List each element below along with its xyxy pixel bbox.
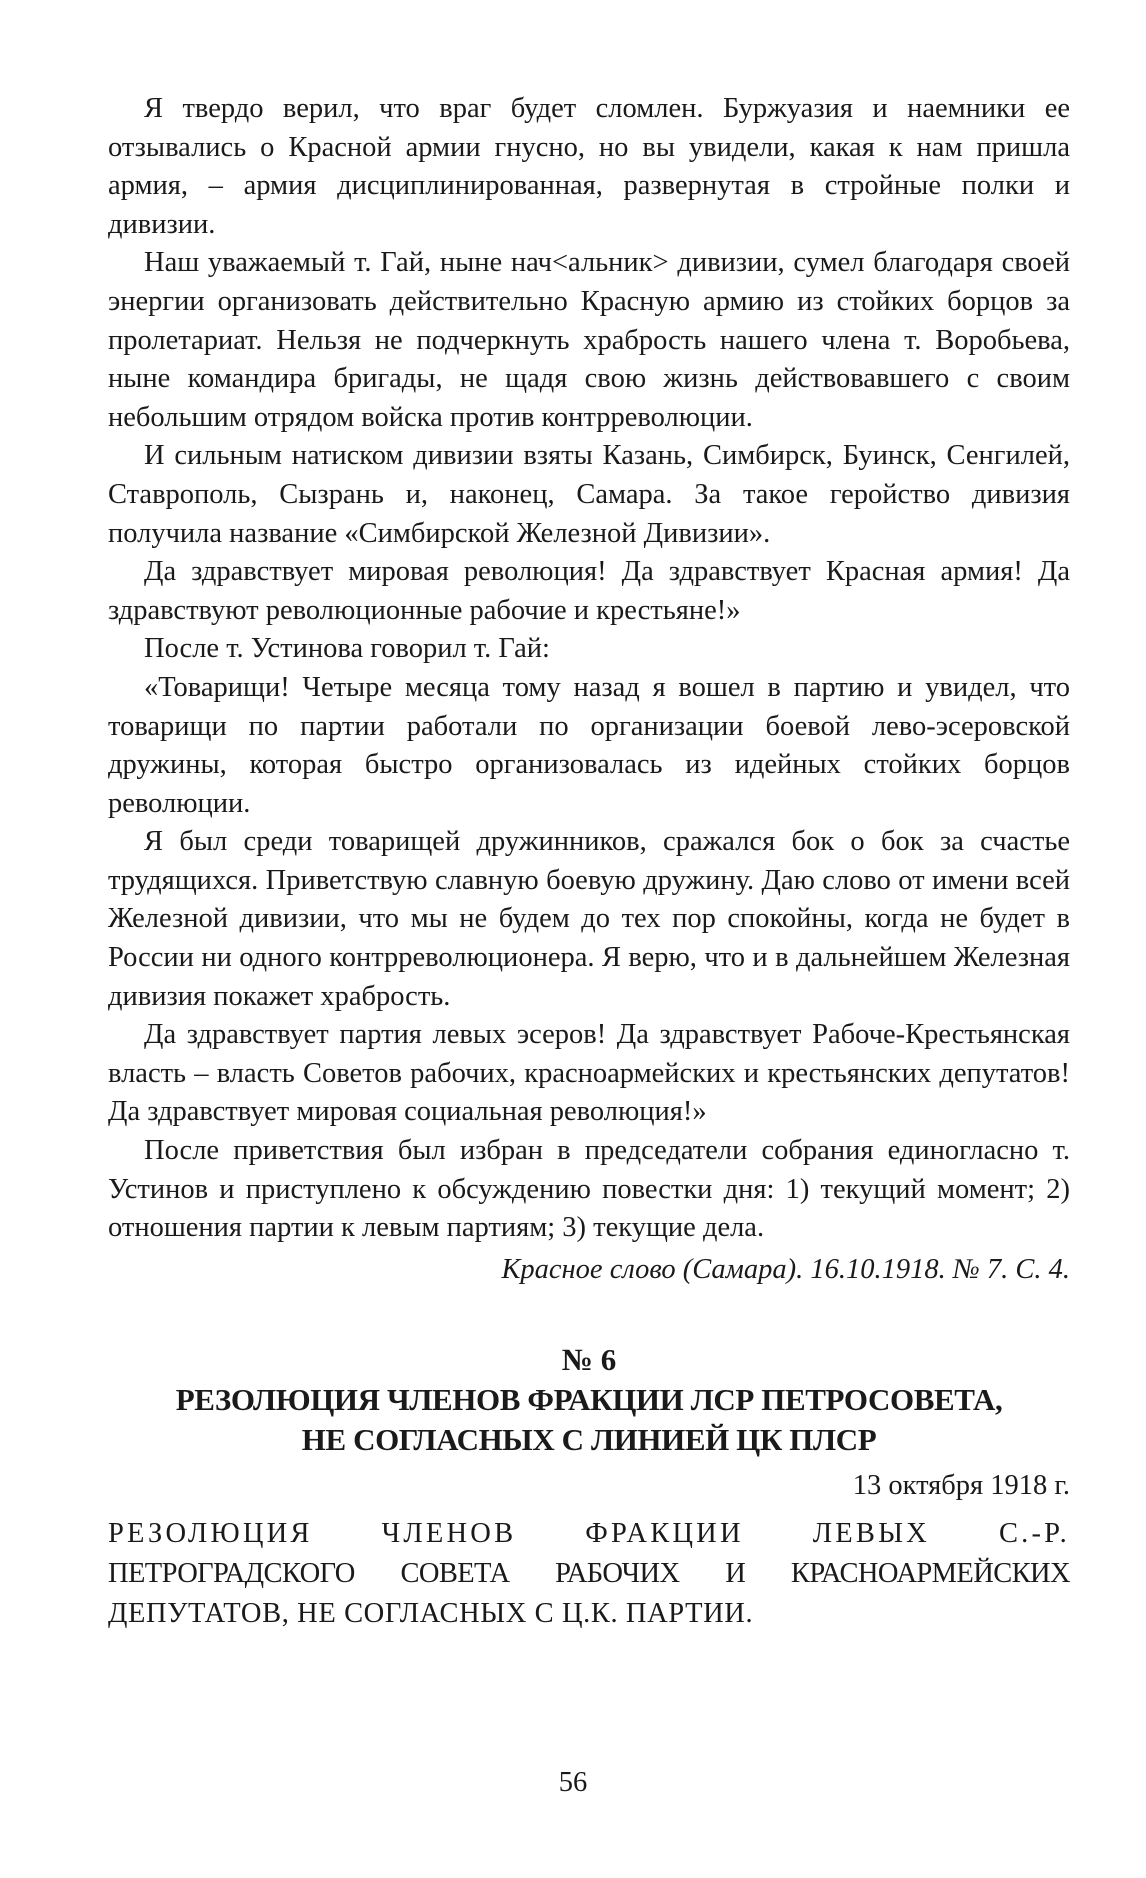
- paragraph-7: Я был среди товарищей дружинников, сражался бок о бок за счастье трудящихся. Приветствую славную боевую дружину. Даю слово от имени всей Железной дивизии, что мы не будем до тех пор спокойны, когда не будет в России ни одного контрреволюционера. Я верю, что и в дальнейшем Железная дивизия покажет храбрость.: [108, 826, 1070, 1012]
- resolution-heading-line-2: ПЕТРОГРАДСКОГО СОВЕТА РАБОЧИХ И КРАСНОАРМЕЙСКИХ: [108, 1557, 1070, 1589]
- document-title-line-2: НЕ СОГЛАСНЫХ С ЛИНИЕЙ ЦК ПЛСР: [301, 1421, 877, 1457]
- resolution-heading-line-3: ДЕПУТАТОВ, НЕ СОГЛАСНЫХ С Ц.К. ПАРТИИ.: [108, 1597, 754, 1629]
- paragraph-1: Я твердо верил, что враг будет сломлен. Буржуазия и наемники ее отзывались о Красной армии гнусно, но вы увидели, какая к нам пришла армия, – армия дисциплинированная, развернутая в стройные полки и дивизии.: [108, 93, 1070, 240]
- document-date: 13 октября 1918 г.: [852, 1469, 1070, 1501]
- page-number: 56: [558, 1767, 588, 1798]
- document-number: № 6: [561, 1341, 617, 1377]
- paragraph-4: Да здравствует мировая революция! Да здравствует Красная армия! Да здравствуют революционные рабочие и крестьяне!»: [108, 556, 1070, 626]
- resolution-heading-line-1: РЕЗОЛЮЦИЯ ЧЛЕНОВ ФРАКЦИИ ЛЕВЫХ С.-Р.: [108, 1517, 1070, 1549]
- paragraph-3: И сильным натиском дивизии взяты Казань, Симбирск, Буинск, Сенгилей, Ставрополь, Сызрань и, наконец, Самара. За такое геройство дивизия получила название «Симбирской Железной Дивизии».: [108, 440, 1070, 549]
- paragraph-6: «Товарищи! Четыре месяца тому назад я вошел в партию и увидел, что товарищи по партии работали по организации боевой лево-эсеровской дружины, которая быстро организовалась из идейных стойких борцов революции.: [108, 671, 1070, 819]
- paragraph-2: Наш уважаемый т. Гай, ныне нач<альник> дивизии, сумел благодаря своей энергии организовать действительно Красную армию из стойких борцов за пролетариат. Нельзя не подчеркнуть храбрость нашего члена т. Воробьева, ныне командира бригады, не щадя свою жизнь действовавшего с своим небольшим отрядом войска против контрреволюции.: [108, 247, 1070, 433]
- source-citation: Красное слово (Самара). 16.10.1918. № 7. С. 4.: [501, 1253, 1070, 1285]
- paragraph-8: Да здравствует партия левых эсеров! Да здравствует Рабоче-Крестьянская власть – власть Советов рабочих, красноармейских и крестьянских депутатов! Да здравствует мировая социальная революция!»: [108, 1019, 1070, 1128]
- document-title-line-1: РЕЗОЛЮЦИЯ ЧЛЕНОВ ФРАКЦИИ ЛСР ПЕТРОСОВЕТА,: [175, 1381, 1003, 1417]
- paragraph-9: После приветствия был избран в председатели собрания единогласно т. Устинов и приступлено к обсуждению повестки дня: 1) текущий момент; 2) отношения партии к левым партиям; 3) текущие дела.: [108, 1135, 1070, 1244]
- page-body: [108, 90, 1070, 1634]
- paragraph-5: После т. Устинова говорил т. Гай:: [144, 633, 550, 665]
- resolution-heading: [108, 1514, 1070, 1634]
